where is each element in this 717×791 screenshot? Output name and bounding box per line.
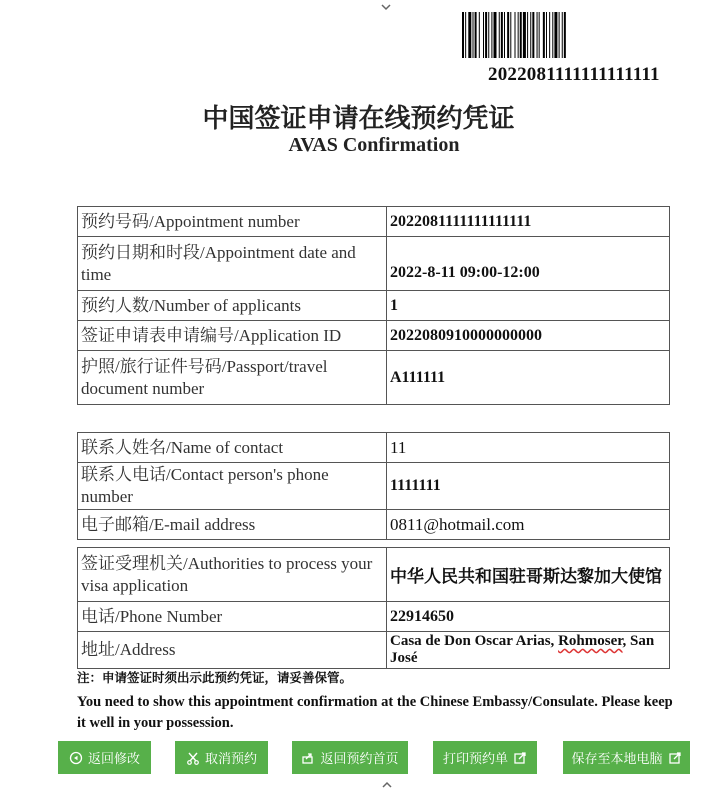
print-button[interactable] bbox=[433, 741, 537, 774]
appointment-table bbox=[77, 206, 670, 405]
external-link-icon bbox=[513, 751, 527, 765]
contact-name-value: 11 bbox=[387, 433, 670, 463]
appointment-date-label: 预约日期和时段/Appointment date and time bbox=[78, 237, 387, 291]
barcode-bar bbox=[523, 12, 526, 58]
barcode-bar bbox=[475, 12, 477, 58]
contact-phone-value: 1111111 bbox=[387, 463, 670, 510]
address-spellcheck-word: Rohmoser bbox=[558, 633, 623, 649]
barcode-bar bbox=[510, 12, 511, 58]
passport-value: A111111 bbox=[387, 351, 670, 405]
barcode-bar bbox=[554, 12, 557, 58]
chevron-up-icon[interactable] bbox=[381, 780, 393, 790]
applicants-value: 1 bbox=[387, 291, 670, 321]
authority-table bbox=[77, 547, 670, 669]
contact-name-label: 联系人姓名/Name of contact bbox=[78, 433, 387, 463]
modify-button[interactable] bbox=[58, 741, 151, 774]
table-row bbox=[78, 321, 670, 351]
application-id-label: 签证申请表申请编号/Application ID bbox=[78, 321, 387, 351]
barcode-bar bbox=[504, 12, 505, 58]
barcode-bar bbox=[549, 12, 550, 58]
barcode-bar bbox=[501, 12, 503, 58]
barcode-bar bbox=[559, 12, 560, 58]
address-part: Casa de Don Oscar Arias, bbox=[390, 633, 559, 649]
barcode-bar bbox=[468, 12, 471, 58]
table-row bbox=[78, 291, 670, 321]
scissors-icon bbox=[186, 751, 200, 765]
authority-label: 签证受理机关/Authorities to process your visa application bbox=[78, 548, 387, 602]
share-icon bbox=[301, 751, 315, 765]
barcode-bar bbox=[532, 12, 534, 58]
cancel-button[interactable] bbox=[175, 741, 268, 774]
barcode-bar bbox=[530, 12, 531, 58]
contact-phone-label: 联系人电话/Contact person's phone number bbox=[78, 463, 387, 510]
note-en: You need to show this appointment confirmation at the Chinese Embassy/Consulate. Please keep it well in your possession. bbox=[77, 694, 673, 731]
barcode-bar bbox=[518, 12, 519, 58]
phone-number-value: 22914650 bbox=[387, 602, 670, 632]
phone-number-label: 电话/Phone Number bbox=[78, 602, 387, 632]
passport-label: 护照/旅行证件号码/Passport/travel document number bbox=[78, 351, 387, 405]
barcode-number: 2022081111111111111 bbox=[488, 64, 660, 85]
address-value bbox=[387, 632, 670, 669]
barcode-bar bbox=[499, 12, 500, 58]
address-part: , San José bbox=[390, 633, 655, 666]
table-row bbox=[78, 207, 670, 237]
appointment-number-label: 预约号码/Appointment number bbox=[78, 207, 387, 237]
table-row bbox=[78, 632, 670, 669]
table-row bbox=[78, 433, 670, 463]
contact-table bbox=[77, 432, 670, 540]
authority-value: 中华人民共和国驻哥斯达黎加大使馆 bbox=[387, 548, 670, 602]
barcode-bar bbox=[462, 12, 464, 58]
note-cn: 注：申请签证时须出示此预约凭证，请妥善保管。 bbox=[77, 670, 353, 685]
page-title-en: AVAS Confirmation bbox=[288, 134, 460, 156]
barcode-bar bbox=[564, 12, 566, 58]
modify-button-label: 返回修改 bbox=[87, 752, 140, 767]
table-row bbox=[78, 237, 670, 291]
application-id-value: 2022080910000000000 bbox=[387, 321, 670, 351]
table-row bbox=[78, 548, 670, 602]
save-button[interactable] bbox=[563, 741, 690, 774]
home-button-label: 返回预约首页 bbox=[320, 752, 399, 767]
external-link-icon bbox=[668, 751, 682, 765]
barcode bbox=[462, 12, 667, 58]
email-value: 0811@hotmail.com bbox=[387, 510, 670, 540]
barcode-bar bbox=[494, 12, 497, 58]
barcode-bar bbox=[491, 12, 492, 58]
barcode-bar bbox=[562, 12, 563, 58]
home-button[interactable] bbox=[292, 741, 408, 774]
barcode-bar bbox=[537, 12, 538, 58]
cancel-button-label: 取消预约 bbox=[204, 752, 257, 767]
barcode-bar bbox=[485, 12, 487, 58]
save-button-label: 保存至本地电脑 bbox=[571, 752, 663, 767]
barcode-bar bbox=[483, 12, 484, 58]
table-row bbox=[78, 510, 670, 540]
appointment-date-value: 2022-8-11 09:00-12:00 bbox=[387, 237, 670, 291]
table-row bbox=[78, 463, 670, 510]
barcode-bar bbox=[546, 12, 547, 58]
barcode-bar bbox=[527, 12, 528, 58]
barcode-bar bbox=[520, 12, 522, 58]
back-arrow-circle-icon bbox=[69, 751, 83, 765]
barcode-bar bbox=[515, 12, 516, 58]
chevron-down-icon[interactable] bbox=[380, 2, 392, 12]
print-button-label: 打印预约单 bbox=[442, 752, 508, 767]
email-label: 电子邮箱/E-mail address bbox=[78, 510, 387, 540]
table-row bbox=[78, 602, 670, 632]
barcode-bar bbox=[473, 12, 474, 58]
appointment-number-value: 2022081111111111111 bbox=[387, 207, 670, 237]
table-row bbox=[78, 351, 670, 405]
barcode-bar bbox=[507, 12, 509, 58]
barcode-bar bbox=[488, 12, 489, 58]
barcode-bar bbox=[539, 12, 540, 58]
barcode-bar bbox=[479, 12, 480, 58]
address-label: 地址/Address bbox=[78, 632, 387, 669]
barcode-bar bbox=[465, 12, 466, 58]
barcode-bar bbox=[552, 12, 553, 58]
barcode-bar bbox=[543, 12, 545, 58]
applicants-label: 预约人数/Number of applicants bbox=[78, 291, 387, 321]
page-title-cn: 中国签证申请在线预约凭证 bbox=[202, 104, 515, 134]
